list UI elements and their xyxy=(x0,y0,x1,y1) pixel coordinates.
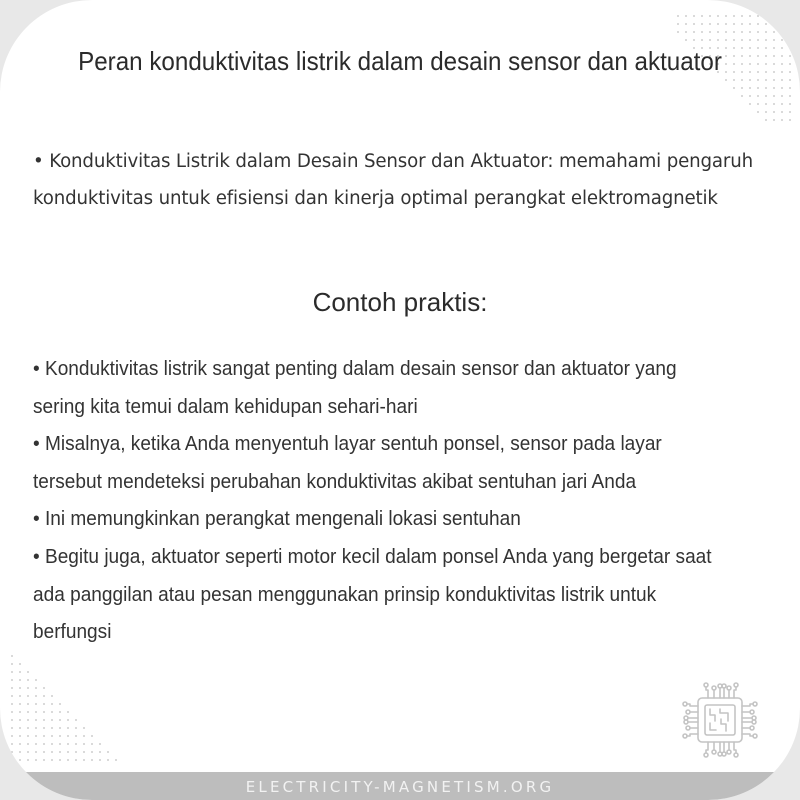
site-name: ELECTRICITY-MAGNETISM.ORG xyxy=(245,778,555,796)
microchip-icon xyxy=(676,676,764,764)
section-heading: Contoh praktis: xyxy=(312,287,488,317)
bullet-item: • Konduktivitas listrik sangat penting dalam desain sensor dan aktuator yang sering kita temui dalam kehidupan sehari-hari xyxy=(33,357,677,418)
bullet-item: • Misalnya, ketika Anda menyentuh layar sentuh ponsel, sensor pada layar tersebut mendeteksi perubahan konduktivitas akibat sentuhan jari Anda xyxy=(33,432,662,493)
page-title: Peran konduktivitas listrik dalam desain sensor dan aktuator xyxy=(78,46,722,76)
bullet-item: • Ini memungkinkan perangkat mengenali lokasi sentuhan xyxy=(33,507,521,531)
footer-bar xyxy=(0,772,800,800)
bullet-list xyxy=(33,350,721,651)
intro-paragraph: • Konduktivitas Listrik dalam Desain Sensor dan Aktuator: memahami pengaruh konduktivitas untuk efisiensi dan kinerja optimal perangkat elektromagnetik xyxy=(33,151,753,209)
bullet-item: • Begitu juga, aktuator seperti motor kecil dalam ponsel Anda yang bergetar saat ada panggilan atau pesan menggunakan prinsip konduktivitas listrik untuk berfungsi xyxy=(33,544,712,644)
